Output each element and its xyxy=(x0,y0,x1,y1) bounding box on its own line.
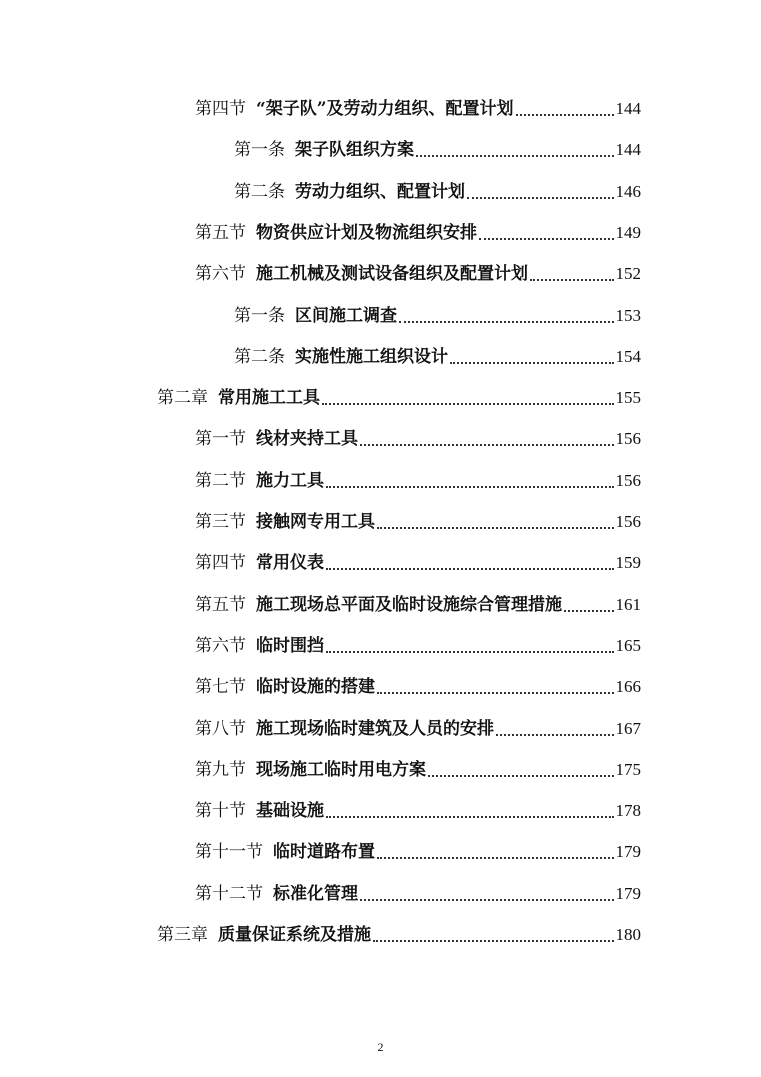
toc-entry[interactable] xyxy=(195,551,641,575)
toc-entry[interactable] xyxy=(234,304,641,328)
toc-entry-page: 146 xyxy=(615,182,641,201)
toc-entry-title: 劳动力组织、配置计划 xyxy=(295,182,465,202)
toc-entry-page: 156 xyxy=(615,471,641,490)
toc-leader-dots xyxy=(467,197,614,199)
toc-entry-title: 施工现场临时建筑及人员的安排 xyxy=(256,719,494,739)
toc-entry[interactable] xyxy=(195,840,641,864)
toc-entry[interactable] xyxy=(195,634,641,658)
toc-leader-dots xyxy=(516,114,614,116)
toc-entry-page: 153 xyxy=(615,306,641,325)
toc-leader-dots xyxy=(360,899,614,901)
toc-entry-title: 临时设施的搭建 xyxy=(256,677,375,697)
toc-entry-title: 物资供应计划及物流组织安排 xyxy=(256,223,477,243)
toc-leader-dots xyxy=(377,692,614,694)
toc-entry-number: 第五节 xyxy=(195,223,246,243)
toc-entry[interactable] xyxy=(195,675,641,699)
toc-leader-dots xyxy=(530,279,614,281)
toc-entry-title: 区间施工调查 xyxy=(295,306,397,326)
toc-entry-number: 第十节 xyxy=(195,801,246,821)
toc-entry-page: 159 xyxy=(615,553,641,572)
toc-entry[interactable] xyxy=(157,386,641,410)
toc-entry-page: 179 xyxy=(615,884,641,903)
toc-entry-number: 第一条 xyxy=(234,140,285,160)
toc-entry-page: 156 xyxy=(615,512,641,531)
toc-entry[interactable] xyxy=(195,717,641,741)
toc-entry-page: 152 xyxy=(615,264,641,283)
toc-entry-number: 第二节 xyxy=(195,471,246,491)
toc-leader-dots xyxy=(326,651,614,653)
toc-entry-title: 临时道路布置 xyxy=(273,842,375,862)
toc-leader-dots xyxy=(496,734,614,736)
toc-entry-number: 第九节 xyxy=(195,760,246,780)
toc-entry-page: 154 xyxy=(615,347,641,366)
toc-leader-dots xyxy=(479,238,614,240)
toc-entry-page: 165 xyxy=(615,636,641,655)
toc-entry-page: 179 xyxy=(615,842,641,861)
page-number: 2 xyxy=(377,1040,384,1054)
toc-entry-number: 第三章 xyxy=(157,925,208,945)
toc-entry-title: 常用施工工具 xyxy=(218,388,320,408)
toc-entry-page: 175 xyxy=(615,760,641,779)
toc-entry-number: 第八节 xyxy=(195,719,246,739)
toc-entry-title: 标准化管理 xyxy=(273,884,358,904)
toc-entry-number: 第六节 xyxy=(195,264,246,284)
toc-entry-number: 第七节 xyxy=(195,677,246,697)
toc-entry-title: 施工现场总平面及临时设施综合管理措施 xyxy=(256,595,562,615)
toc-entry[interactable] xyxy=(195,882,641,906)
toc-leader-dots xyxy=(360,444,614,446)
toc-entry[interactable] xyxy=(195,427,641,451)
toc-entry-number: 第一条 xyxy=(234,306,285,326)
toc-entry-page: 149 xyxy=(615,223,641,242)
toc-entry-page: 161 xyxy=(615,595,641,614)
toc-entry-title: 实施性施工组织设计 xyxy=(295,347,448,367)
toc-entry-page: 155 xyxy=(615,388,641,407)
toc-entry-number: 第六节 xyxy=(195,636,246,656)
toc-entry-title: 常用仪表 xyxy=(256,553,324,573)
toc-entry-title: 质量保证系统及措施 xyxy=(218,925,371,945)
toc-leader-dots xyxy=(326,486,614,488)
toc-entry-title: 施工机械及测试设备组织及配置计划 xyxy=(256,264,528,284)
toc-entry-title: 基础设施 xyxy=(256,801,324,821)
toc-entry[interactable] xyxy=(195,97,641,121)
toc-leader-dots xyxy=(377,857,614,859)
toc-leader-dots xyxy=(399,321,614,323)
toc-entry-number: 第五节 xyxy=(195,595,246,615)
toc-entry-number: 第二条 xyxy=(234,347,285,367)
toc-entry-title: 接触网专用工具 xyxy=(256,512,375,532)
toc-entry-number: 第一节 xyxy=(195,429,246,449)
toc-leader-dots xyxy=(326,568,614,570)
toc-entry[interactable] xyxy=(195,593,641,617)
toc-entry-number: 第十二节 xyxy=(195,884,263,904)
toc-entry-number: 第四节 xyxy=(195,553,246,573)
toc-leader-dots xyxy=(416,155,614,157)
toc-entry[interactable] xyxy=(195,799,641,823)
toc-entry[interactable] xyxy=(195,221,641,245)
toc-entry[interactable] xyxy=(195,758,641,782)
toc-entry-page: 156 xyxy=(615,429,641,448)
toc-leader-dots xyxy=(450,362,614,364)
toc-entry[interactable] xyxy=(234,138,641,162)
toc-entry-page: 166 xyxy=(615,677,641,696)
toc-entry-title: “架子队”及劳动力组织、配置计划 xyxy=(256,99,514,119)
toc-entry-title: 线材夹持工具 xyxy=(256,429,358,449)
toc-leader-dots xyxy=(326,816,614,818)
toc-leader-dots xyxy=(428,775,614,777)
toc-entry-number: 第三节 xyxy=(195,512,246,532)
toc-entry-number: 第二章 xyxy=(157,388,208,408)
toc-leader-dots xyxy=(564,610,614,612)
toc-entry[interactable] xyxy=(234,345,641,369)
toc-entry[interactable] xyxy=(157,923,641,947)
toc-entry-number: 第二条 xyxy=(234,182,285,202)
toc-entry-number: 第四节 xyxy=(195,99,246,119)
toc-entry-title: 架子队组织方案 xyxy=(295,140,414,160)
toc-entry[interactable] xyxy=(195,469,641,493)
toc-leader-dots xyxy=(373,940,614,942)
toc-entry-page: 178 xyxy=(615,801,641,820)
toc-entry[interactable] xyxy=(234,180,641,204)
toc-entry[interactable] xyxy=(195,262,641,286)
toc-leader-dots xyxy=(377,527,614,529)
toc-entry-title: 施力工具 xyxy=(256,471,324,491)
toc-entry-page: 144 xyxy=(615,140,641,159)
toc-entry-page: 144 xyxy=(615,99,641,118)
toc-entry[interactable] xyxy=(195,510,641,534)
toc-entry-page: 180 xyxy=(615,925,641,944)
toc-entry-number: 第十一节 xyxy=(195,842,263,862)
toc-entry-page: 167 xyxy=(615,719,641,738)
toc-entry-title: 现场施工临时用电方案 xyxy=(256,760,426,780)
toc-entry-title: 临时围挡 xyxy=(256,636,324,656)
toc-leader-dots xyxy=(322,403,614,405)
